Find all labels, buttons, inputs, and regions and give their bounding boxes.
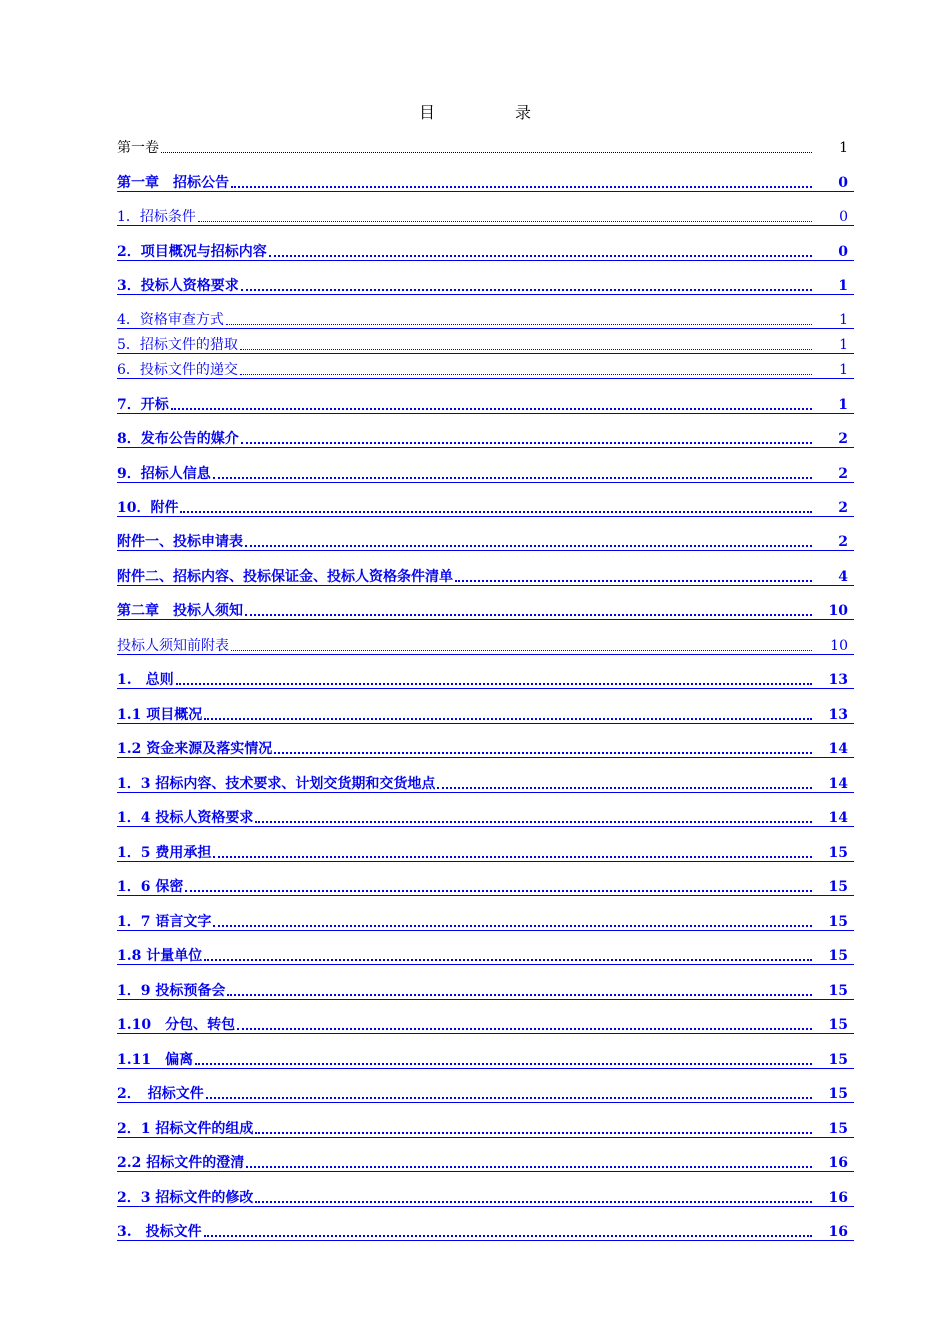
toc-entry[interactable] bbox=[117, 1117, 854, 1138]
toc-entry-label: 1.1 项目概况 bbox=[117, 707, 203, 723]
toc-entry-label: 1.8 计量单位 bbox=[117, 948, 203, 964]
toc-entry-label: 5．招标文件的猎取 bbox=[117, 337, 238, 353]
toc-entry-page-number: 15 bbox=[828, 1121, 848, 1137]
toc-dot-leader bbox=[240, 358, 812, 375]
toc-entry[interactable] bbox=[117, 333, 854, 354]
toc-entry-label: 1.2 资金来源及落实情况 bbox=[117, 741, 273, 757]
toc-entry-label: 2．1 招标文件的组成 bbox=[117, 1121, 254, 1137]
toc-entry-page-number: 14 bbox=[828, 776, 848, 792]
toc-entry-label: 8．发布公告的媒介 bbox=[117, 431, 239, 447]
toc-dot-leader bbox=[176, 667, 812, 685]
toc-entry-label: 1．9 投标预备会 bbox=[117, 983, 226, 999]
toc-entry-page-number: 15 bbox=[828, 1017, 848, 1033]
toc-entry-label: 3．投标人资格要求 bbox=[117, 278, 239, 294]
toc-entry-page-number: 10 bbox=[830, 638, 848, 654]
toc-entry-label: 2．项目概况与招标内容 bbox=[117, 244, 267, 260]
toc-dot-leader bbox=[204, 1219, 812, 1237]
toc-entry-label: 第一卷 bbox=[117, 140, 159, 156]
toc-entry[interactable] bbox=[117, 530, 854, 551]
toc-dot-leader bbox=[204, 943, 812, 961]
toc-dot-leader bbox=[455, 564, 812, 582]
toc-entry[interactable] bbox=[117, 1151, 854, 1172]
toc-dot-leader bbox=[206, 1081, 812, 1099]
toc-entry[interactable] bbox=[117, 1186, 854, 1207]
toc-entry-page-number: 2 bbox=[838, 534, 848, 550]
toc-entry[interactable] bbox=[117, 462, 854, 483]
toc-entry-label: 6．投标文件的递交 bbox=[117, 362, 238, 378]
toc-entry-page-number: 0 bbox=[838, 175, 848, 191]
toc-entry-page-number: 2 bbox=[838, 500, 848, 516]
toc-entry-label: 2．3 招标文件的修改 bbox=[117, 1190, 254, 1206]
toc-entry-page-number: 4 bbox=[838, 569, 848, 585]
toc-entry-label: 第二章 投标人须知 bbox=[117, 603, 243, 619]
toc-entry-page-number: 14 bbox=[828, 810, 848, 826]
toc-entry-label: 附件一、投标申请表 bbox=[117, 534, 243, 550]
toc-entry-label: 2． 招标文件 bbox=[117, 1086, 204, 1102]
toc-dot-leader bbox=[213, 840, 812, 858]
toc-entry-page-number: 16 bbox=[828, 1155, 848, 1171]
toc-title-left: 目 bbox=[418, 103, 435, 122]
toc-dot-leader bbox=[437, 771, 812, 789]
toc-entry-page-number: 2 bbox=[838, 466, 848, 482]
toc-entry-page-number: 13 bbox=[828, 707, 848, 723]
toc-entry-page-number: 1 bbox=[838, 278, 848, 294]
toc-entry[interactable] bbox=[117, 806, 854, 827]
toc-entry-page-number: 13 bbox=[828, 672, 848, 688]
toc-dot-leader bbox=[246, 1150, 812, 1168]
toc-dot-leader bbox=[161, 136, 812, 153]
toc-dot-leader bbox=[213, 909, 812, 927]
toc-entry[interactable] bbox=[117, 910, 854, 931]
toc-entry[interactable] bbox=[117, 703, 854, 724]
toc-entry-label: 投标人须知前附表 bbox=[117, 638, 229, 654]
toc-title-right: 录 bbox=[515, 103, 532, 122]
toc-entry-page-number: 15 bbox=[828, 983, 848, 999]
toc-entry[interactable] bbox=[117, 1082, 854, 1103]
toc-entry[interactable] bbox=[117, 737, 854, 758]
toc-entry-label: 1．4 投标人资格要求 bbox=[117, 810, 254, 826]
toc-entry-page-number: 2 bbox=[838, 431, 848, 447]
toc-dot-leader bbox=[245, 529, 812, 547]
toc-dot-leader bbox=[227, 978, 812, 996]
toc-entry-page-number: 10 bbox=[828, 603, 848, 619]
toc-entry-page-number: 1 bbox=[838, 397, 848, 413]
toc-entry[interactable] bbox=[117, 1048, 854, 1069]
toc-dot-leader bbox=[231, 634, 812, 651]
toc-dot-leader bbox=[274, 736, 812, 754]
toc-entry-page-number: 1 bbox=[839, 312, 848, 328]
toc-entry-page-number: 0 bbox=[839, 209, 848, 225]
toc-entry-label: 1．3 招标内容、技术要求、计划交货期和交货地点 bbox=[117, 776, 436, 792]
toc-entry[interactable] bbox=[117, 841, 854, 862]
toc-entry-label: 1. 总则 bbox=[117, 672, 174, 688]
toc-dot-leader bbox=[237, 1012, 812, 1030]
toc-entry-label: 2.2 招标文件的澄清 bbox=[117, 1155, 245, 1171]
toc-entry-label: 1．7 语言文字 bbox=[117, 914, 212, 930]
toc-entry[interactable] bbox=[117, 393, 854, 414]
toc-entry-page-number: 16 bbox=[828, 1224, 848, 1240]
toc-entry-label: 1．招标条件 bbox=[117, 209, 196, 225]
toc-dot-leader bbox=[241, 273, 812, 291]
toc-title bbox=[0, 100, 950, 123]
toc-entry-page-number: 16 bbox=[828, 1190, 848, 1206]
toc-entry-label: 3. 投标文件 bbox=[117, 1224, 202, 1240]
toc-entry[interactable] bbox=[117, 358, 854, 379]
toc-entry[interactable] bbox=[117, 634, 854, 655]
toc-entry[interactable] bbox=[117, 308, 854, 329]
toc-dot-leader bbox=[171, 392, 812, 410]
toc-entry[interactable] bbox=[117, 875, 854, 896]
toc-entry[interactable] bbox=[117, 1013, 854, 1034]
toc-entry-label: 1.10 分包、转包 bbox=[117, 1017, 236, 1033]
toc-entry[interactable] bbox=[117, 240, 854, 261]
toc-entry-label: 1．5 费用承担 bbox=[117, 845, 212, 861]
toc-entry-page-number: 15 bbox=[828, 845, 848, 861]
toc-entry-label: 附件二、招标内容、投标保证金、投标人资格条件清单 bbox=[117, 569, 453, 585]
toc-dot-leader bbox=[180, 495, 812, 513]
toc-entry-label: 4．资格审查方式 bbox=[117, 312, 224, 328]
toc-entry[interactable] bbox=[117, 599, 854, 620]
toc-entry[interactable] bbox=[117, 944, 854, 965]
toc-entry-page-number: 1 bbox=[839, 362, 848, 378]
toc-entry-label: 1．6 保密 bbox=[117, 879, 184, 895]
toc-entry-label: 9．招标人信息 bbox=[117, 466, 211, 482]
toc-dot-leader bbox=[240, 333, 812, 350]
toc-entry-page-number: 14 bbox=[828, 741, 848, 757]
toc-entry-label: 第一章 招标公告 bbox=[117, 175, 229, 191]
toc-dot-leader bbox=[231, 170, 812, 188]
toc-dot-leader bbox=[213, 461, 812, 479]
toc-dot-leader bbox=[241, 426, 812, 444]
toc-dot-leader bbox=[185, 874, 812, 892]
toc-entry-label: 10．附件 bbox=[117, 500, 179, 516]
toc-entry-page-number: 15 bbox=[828, 948, 848, 964]
toc-dot-leader bbox=[204, 702, 812, 720]
toc-entry-page-number: 15 bbox=[828, 1086, 848, 1102]
toc-entry[interactable] bbox=[117, 496, 854, 517]
toc-entry-label: 7．开标 bbox=[117, 397, 169, 413]
toc-dot-leader bbox=[226, 308, 812, 325]
toc-dot-leader bbox=[245, 598, 812, 616]
toc-entry-page-number: 1 bbox=[839, 337, 848, 353]
toc-entry[interactable] bbox=[117, 274, 854, 295]
toc-entry[interactable] bbox=[117, 565, 854, 586]
toc-entry bbox=[117, 136, 854, 156]
toc-entry[interactable] bbox=[117, 979, 854, 1000]
toc-dot-leader bbox=[255, 805, 812, 823]
toc-dot-leader bbox=[255, 1185, 812, 1203]
toc-entry-page-number: 0 bbox=[838, 244, 848, 260]
toc-entry[interactable] bbox=[117, 205, 854, 226]
toc-dot-leader bbox=[198, 205, 812, 222]
toc-entry[interactable] bbox=[117, 772, 854, 793]
toc-entry-page-number: 15 bbox=[828, 914, 848, 930]
toc-entry[interactable] bbox=[117, 427, 854, 448]
toc-dot-leader bbox=[269, 239, 812, 257]
toc-dot-leader bbox=[195, 1047, 812, 1065]
toc-dot-leader bbox=[255, 1116, 812, 1134]
toc-entry[interactable] bbox=[117, 1220, 854, 1241]
toc-entry-page-number: 15 bbox=[828, 1052, 848, 1068]
toc-entry-page-number: 1 bbox=[839, 140, 848, 156]
toc-entry-label: 1.11 偏离 bbox=[117, 1052, 194, 1068]
toc-entry[interactable] bbox=[117, 171, 854, 192]
toc-entry-page-number: 15 bbox=[828, 879, 848, 895]
toc-entry[interactable] bbox=[117, 668, 854, 689]
